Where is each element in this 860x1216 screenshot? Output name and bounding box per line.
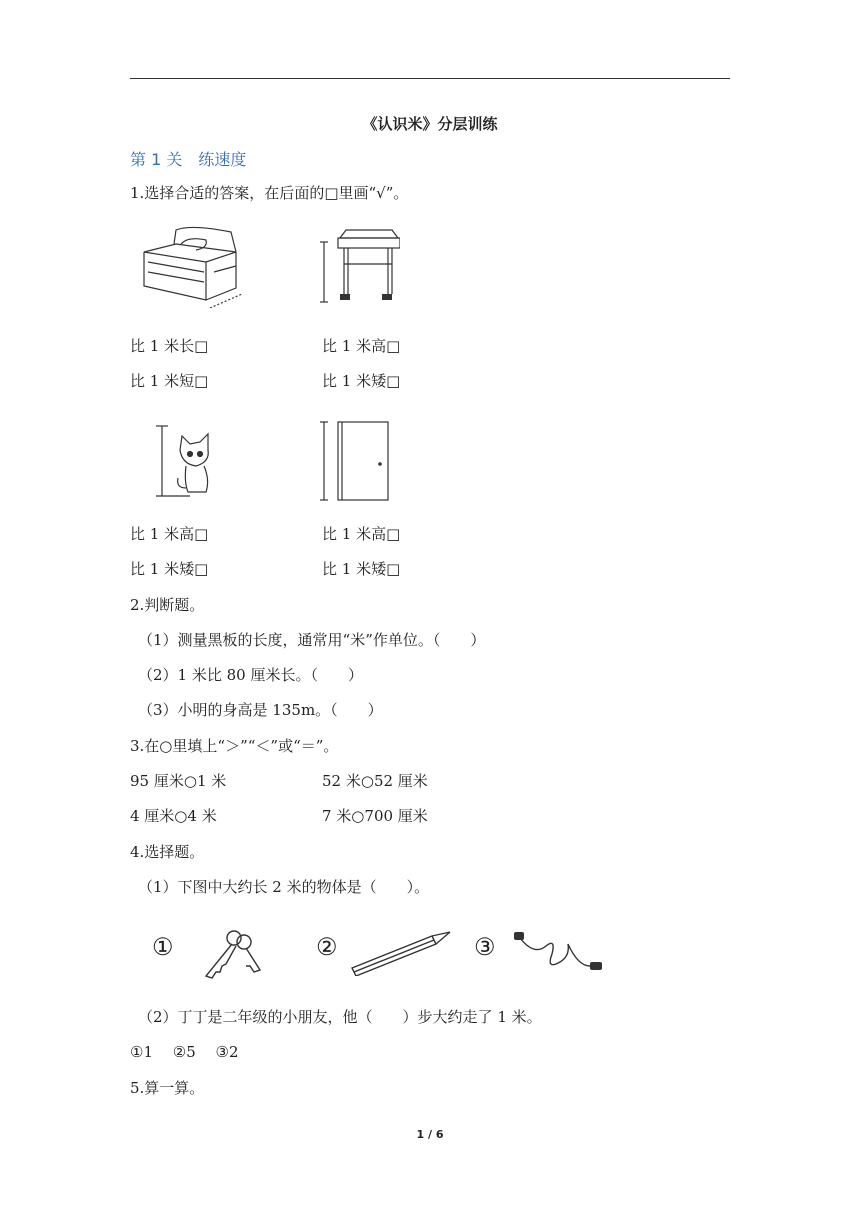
- q4-options: ①1 ②5 ③2: [130, 1043, 239, 1061]
- door-option-lower: 比 1 米矮□: [322, 560, 401, 578]
- q1-stem: 1.选择合适的答案，在后面的□里画“√”。: [130, 184, 409, 202]
- page-title: 《认识米》分层训练: [362, 115, 498, 133]
- q2-item-1: （1）测量黑板的长度，通常用“米”作单位。（ ）: [138, 631, 486, 649]
- q3-compare-1: 95 厘米○1 米: [130, 772, 227, 790]
- section-heading: 第 1 关 练速度: [130, 150, 247, 169]
- q2-stem: 2.判断题。: [130, 596, 205, 614]
- q4-sub1: （1）下图中大约长 2 米的物体是（ ）。: [138, 878, 430, 896]
- choice-mark-2: ②: [316, 933, 338, 961]
- door-option-taller: 比 1 米高□: [322, 525, 401, 543]
- q3-compare-2: 52 米○52 厘米: [322, 772, 428, 790]
- q3-compare-3: 4 厘米○4 米: [130, 807, 217, 825]
- q2-item-3: （3）小明的身高是 135m。（ ）: [138, 701, 383, 719]
- bed-option-shorter: 比 1 米短□: [130, 372, 209, 390]
- cat-option-lower: 比 1 米矮□: [130, 560, 209, 578]
- jump-rope-image: [506, 926, 606, 978]
- q3-stem: 3.在○里填上“＞”“＜”或“＝”。: [130, 737, 339, 755]
- header-rule: [130, 78, 730, 79]
- q3-compare-4: 7 米○700 厘米: [322, 807, 428, 825]
- choice-mark-1: ①: [152, 933, 174, 961]
- bed-option-longer: 比 1 米长□: [130, 337, 209, 355]
- table-option-taller: 比 1 米高□: [322, 337, 401, 355]
- cat-image: [150, 422, 220, 502]
- table-option-lower: 比 1 米矮□: [322, 372, 401, 390]
- page-number: 1 / 6: [416, 1128, 444, 1141]
- q4-sub2: （2）丁丁是二年级的小朋友，他（ ）步大约走了 1 米。: [138, 1008, 542, 1026]
- pencil-image: [348, 926, 454, 976]
- q4-stem: 4.选择题。: [130, 843, 205, 861]
- q2-item-2: （2）1 米比 80 厘米长。（ ）: [138, 666, 363, 684]
- table-image: [316, 228, 400, 310]
- choice-mark-3: ③: [474, 933, 496, 961]
- bed-image: [136, 222, 246, 308]
- door-image: [316, 418, 396, 504]
- keys-image: [196, 924, 266, 980]
- cat-option-taller: 比 1 米高□: [130, 525, 209, 543]
- q5-stem: 5.算一算。: [130, 1079, 205, 1097]
